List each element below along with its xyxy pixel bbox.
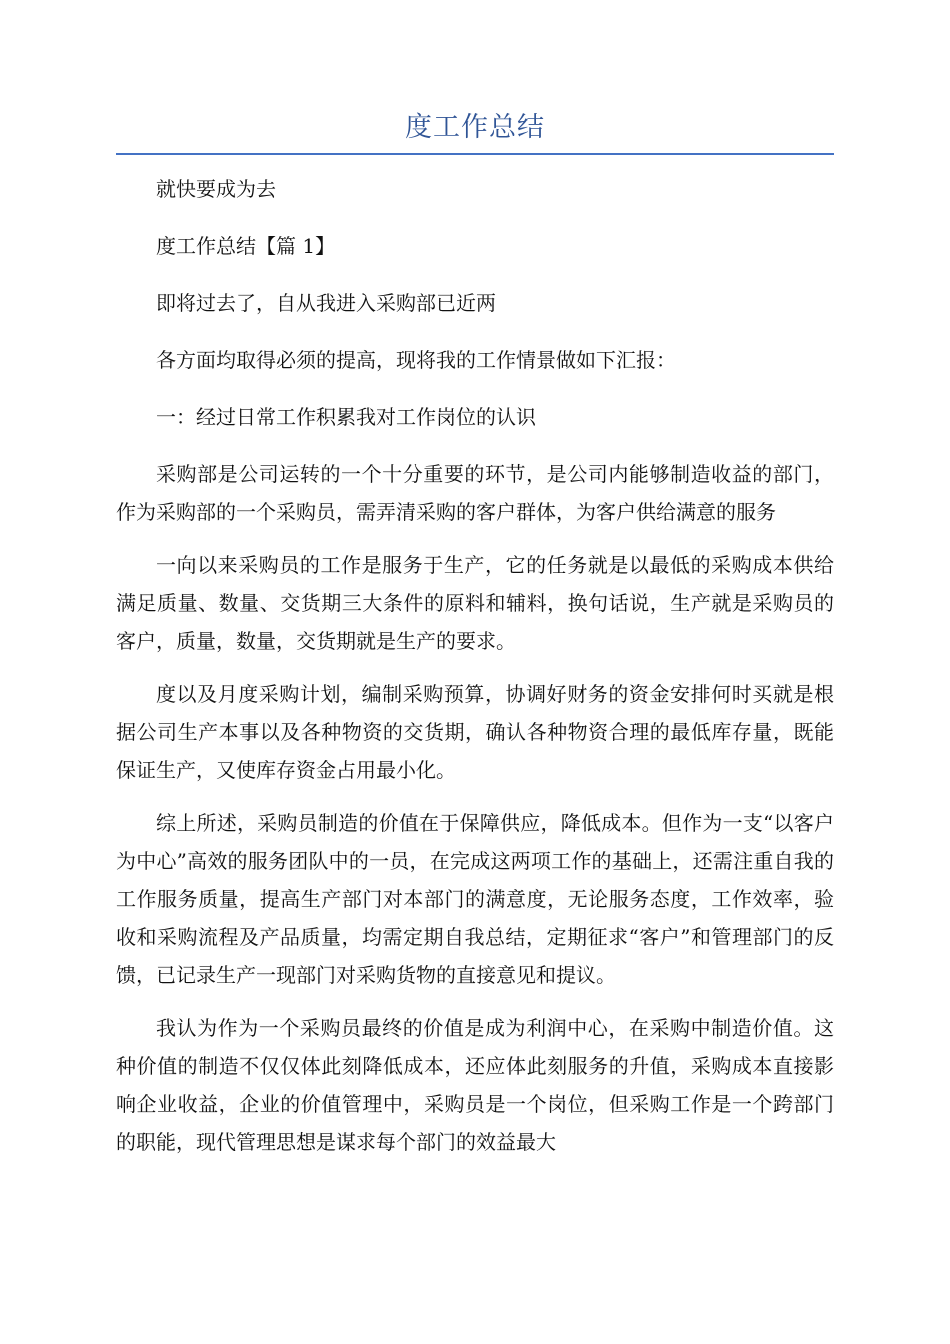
paragraph: 度以及月度采购计划，编制采购预算，协调好财务的资金安排何时买就是根据公司生产本事以及各种物资的交货期，确认各种物资合理的最低库存量，既能保证生产，又使库存资金占用最小化。 [116,682,834,782]
paragraph: 度工作总结【篇 1】 [156,234,336,258]
paragraph: 一：经过日常工作积累我对工作岗位的认识 [156,405,536,429]
title-underline [116,153,834,155]
document-body [116,170,834,1176]
paragraph: 即将过去了，自从我进入采购部已近两 [156,291,496,315]
paragraph: 就快要成为去 [156,177,276,201]
document-title: 度工作总结 [405,112,545,143]
paragraph: 我认为作为一个采购员最终的价值是成为利润中心，在采购中制造价值。这种价值的制造不仅仅体此刻降低成本，还应体此刻服务的升值，采购成本直接影响企业收益，企业的价值管理中，采购员是一个岗位，但采购工作是一个跨部门的职能，现代管理思想是谋求每个部门的效益最大 [116,1016,834,1154]
paragraph: 采购部是公司运转的一个十分重要的环节，是公司内能够制造收益的部门，作为采购部的一个采购员，需弄清采购的客户群体，为客户供给满意的服务 [116,462,834,524]
paragraph: 一向以来采购员的工作是服务于生产，它的任务就是以最低的采购成本供给满足质量、数量、交货期三大条件的原料和辅料，换句话说，生产就是采购员的客户，质量，数量，交货期就是生产的要求。 [116,553,834,653]
paragraph: 各方面均取得必须的提高，现将我的工作情景做如下汇报： [156,348,676,372]
paragraph: 综上所述，采购员制造的价值在于保障供应，降低成本。但作为一支“以客户为中心”高效的服务团队中的一员，在完成这两项工作的基础上，还需注重自我的工作服务质量，提高生产部门对本部门的满意度，无论服务态度，工作效率，验收和采购流程及产品质量，均需定期自我总结，定期征求“客户”和管理部门的反馈，已记录生产一现部门对采购货物的直接意见和提议。 [116,811,834,987]
